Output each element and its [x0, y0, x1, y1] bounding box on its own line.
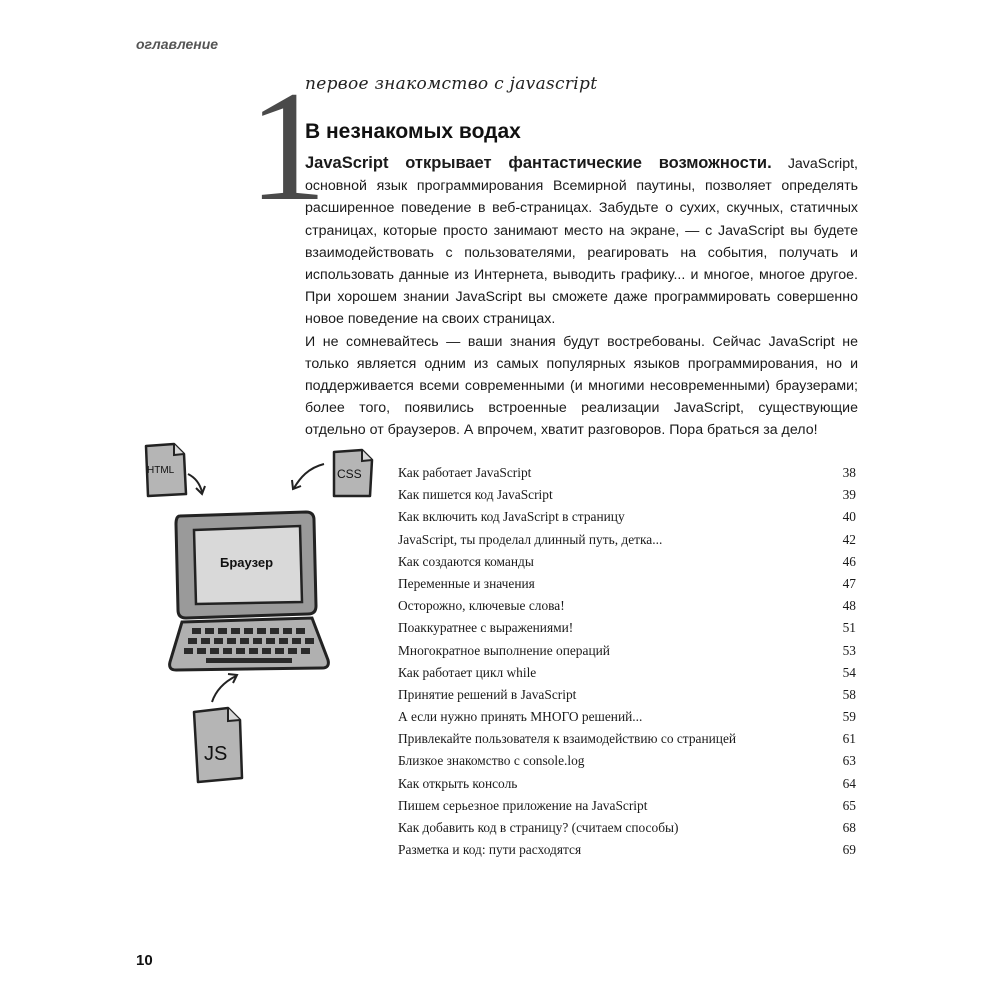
- toc-entry-title: Как добавить код в страницу? (считаем способы): [398, 820, 679, 835]
- toc-entry[interactable]: [398, 509, 856, 531]
- arrow-html: [188, 474, 202, 492]
- toc-entry[interactable]: [398, 598, 856, 620]
- toc-entry[interactable]: [398, 532, 856, 554]
- toc-entry-title: А если нужно принять МНОГО решений...: [398, 709, 643, 725]
- toc-entry[interactable]: [398, 798, 856, 820]
- toc-entry[interactable]: [398, 620, 856, 642]
- toc-entry-title: Как включить код JavaScript в страницу: [398, 509, 625, 525]
- arrow-css: [294, 464, 324, 488]
- toc-entry[interactable]: [398, 487, 856, 509]
- html-file-icon: [146, 444, 186, 496]
- toc-entry-title: Близкое знакомство с console.log: [398, 753, 585, 769]
- toc-entry-page: 58: [842, 686, 856, 702]
- toc-entry-title: Переменные и значения: [398, 575, 535, 591]
- arrow-js: [212, 676, 236, 702]
- chapter-title: В незнакомых водах: [305, 120, 521, 143]
- toc-entry-page: 54: [842, 664, 856, 680]
- intro-lead: JavaScript открывает фантастические возможности.: [305, 154, 772, 172]
- toc-entry-page: 42: [842, 531, 856, 547]
- toc-entry[interactable]: [398, 776, 856, 798]
- toc-entry-title: Поаккуратнее с выражениями!: [398, 620, 574, 636]
- toc-entry[interactable]: [398, 643, 856, 665]
- css-file-icon: [334, 450, 372, 496]
- toc-entry[interactable]: [398, 842, 856, 864]
- toc-entry-page: 64: [842, 775, 856, 791]
- chapter-number: 1: [248, 59, 327, 234]
- html-file-label: HTML: [147, 465, 175, 476]
- toc-entry-page: 65: [842, 797, 856, 813]
- toc-entry-page: 47: [842, 575, 856, 591]
- chapter-intro: [305, 152, 858, 442]
- css-file-label: CSS: [337, 467, 362, 481]
- intro-paragraph-1: [305, 152, 858, 331]
- laptop-icon: [170, 512, 329, 670]
- toc-entry-page: 59: [842, 709, 856, 725]
- toc-entry-page: 51: [842, 620, 856, 636]
- section-header: оглавление: [136, 36, 219, 52]
- table-of-contents: [398, 465, 856, 864]
- js-file-label: JS: [204, 743, 228, 765]
- toc-entry[interactable]: [398, 665, 856, 687]
- toc-entry[interactable]: [398, 554, 856, 576]
- toc-entry-title: Как работает цикл while: [398, 664, 537, 680]
- browser-screen-label: Браузер: [220, 555, 274, 570]
- toc-entry-page: 40: [842, 509, 856, 525]
- toc-entry-title: Как работает JavaScript: [398, 465, 532, 480]
- toc-entry-page: 61: [842, 731, 856, 747]
- toc-entry-title: JavaScript, ты проделал длинный путь, детка...: [398, 531, 663, 547]
- js-file-icon: [194, 708, 242, 782]
- toc-entry-title: Многократное выполнение операций: [398, 642, 610, 658]
- toc-entry-title: Принятие решений в JavaScript: [398, 686, 577, 702]
- toc-entry[interactable]: [398, 709, 856, 731]
- toc-entry-title: Разметка и код: пути расходятся: [398, 842, 582, 858]
- intro-body-1: JavaScript, основной язык программирования Всемирной паутины, позволяет определять расширенное поведение в веб-страницах. Забудьте о сухих, скучных, статичных страницах, которые просто занимают место на экране, — с JavaScript вы будете взаимодействовать с пользователями, реагировать на события, получать и использовать данные из Интернета, выводить графику... и многое, многое другое. При хорошем знании JavaScript вы сможете даже программировать совершенно новое поведение на своих страницах.: [305, 156, 858, 328]
- toc-entry-title: Осторожно, ключевые слова!: [398, 598, 565, 614]
- toc-entry-page: 48: [842, 598, 856, 614]
- intro-paragraph-2: И не сомневайтесь — ваши знания будут востребованы. Сейчас JavaScript не только является одним из самых популярных языков программирования, но и поддерживается всеми современными (и многими несовременными) браузерами; более того, появились встроенные реализации JavaScript, существующие отдельно от браузеров. А впрочем, хватит разговоров. Пора браться за дело!: [305, 333, 858, 439]
- toc-entry-title: Как пишется код JavaScript: [398, 487, 553, 503]
- toc-entry-page: 46: [842, 553, 856, 569]
- toc-entry-page: 68: [842, 820, 856, 835]
- toc-entry-page: 38: [842, 465, 856, 480]
- toc-entry-title: Пишем серьезное приложение на JavaScript: [398, 797, 648, 813]
- toc-entry-page: 63: [842, 753, 856, 769]
- toc-entry-title: Привлекайте пользователя к взаимодействию со страницей: [398, 731, 737, 747]
- toc-entry[interactable]: [398, 731, 856, 753]
- browser-illustration: [128, 438, 378, 798]
- toc-entry-title: Как открыть консоль: [398, 775, 518, 791]
- toc-entry[interactable]: [398, 753, 856, 775]
- toc-entry[interactable]: [398, 820, 856, 842]
- toc-entry[interactable]: [398, 576, 856, 598]
- chapter-kicker: первое знакомство с javascript: [305, 74, 598, 94]
- toc-entry[interactable]: [398, 687, 856, 709]
- toc-entry[interactable]: [398, 465, 856, 487]
- page-number: 10: [136, 952, 153, 969]
- toc-entry-page: 39: [842, 487, 856, 503]
- toc-entry-page: 69: [842, 842, 856, 858]
- toc-entry-title: Как создаются команды: [398, 553, 534, 569]
- toc-entry-page: 53: [842, 642, 856, 658]
